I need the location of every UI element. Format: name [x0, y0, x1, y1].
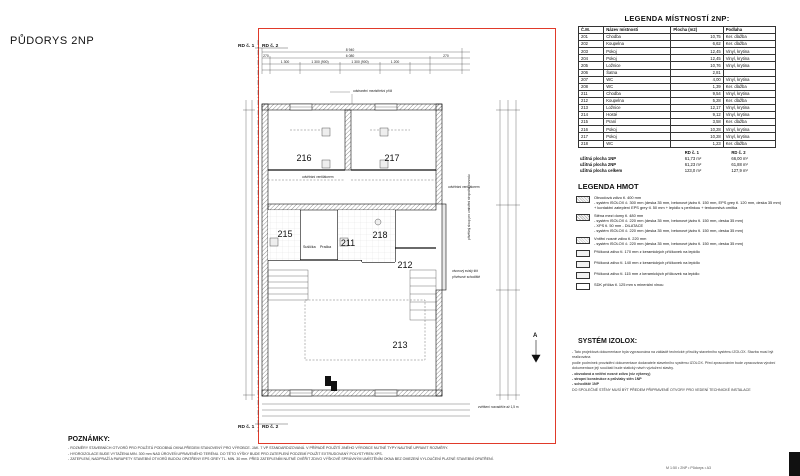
legend-room-cell: 9,12 — [671, 112, 723, 119]
legend-room-cell: Pokoj — [604, 126, 671, 133]
material-swatch — [576, 214, 590, 221]
legend-sum-cell: užitná plocha celkem — [580, 167, 623, 173]
room-label-218: 218 — [372, 230, 388, 240]
material-description — [594, 195, 781, 210]
system-line: - obvodová a vnitřní nosné zdivo (viz výkresy) — [572, 371, 651, 376]
legend-room-row — [579, 76, 776, 83]
material-line: Příčková zdivo tl. 115 mm z keramických příčkovek na lepidlo — [594, 270, 700, 276]
callout-5: otvorový svislý štít — [452, 269, 478, 273]
legend-sum-cell: 123,0 m² — [684, 167, 702, 173]
legend-room-cell: Chodba — [604, 90, 671, 97]
legend-room-cell: 215 — [579, 119, 604, 126]
legend-room-row — [579, 133, 776, 140]
legend-sums-table — [578, 150, 776, 174]
legend-room-cell: Ker. dlažba — [723, 34, 775, 41]
legend-room-cell: Vinyl, krytina — [723, 55, 775, 62]
axis-label-rd1-bottom: RD č. 1 — [238, 425, 255, 430]
system-line: DO SPOLEČNÉ STĚNY MUSÍ BÝT PŘEDEM PŘIPRAVENÉ OTVORY PRO VEDENÍ TECHNICKÉ INSTALACE — [572, 387, 751, 392]
legend-rooms-title: LEGENDA MÍSTNOSTÍ 2NP: — [624, 14, 730, 23]
legend-header-floor: Podlaha — [723, 27, 775, 34]
dim-top-3: 270 — [443, 54, 449, 58]
legend-header-area: Plocha (m2) — [671, 27, 723, 34]
legend-room-cell: 2,81 — [671, 69, 723, 76]
page-edge-mark — [789, 452, 800, 476]
legend-room-cell: Ker. dlažba — [723, 140, 775, 147]
dim-top-1: 270 — [263, 54, 269, 58]
legend-room-cell: 12,45 — [671, 48, 723, 55]
material-swatch — [576, 237, 590, 244]
dim-top-6: 1 300 (900) — [351, 60, 369, 64]
notes-text — [68, 446, 548, 463]
legend-room-cell: Vinyl, krytina — [723, 48, 775, 55]
legend-room-row — [579, 105, 776, 112]
legend-material-item — [576, 260, 788, 268]
dim-top-2: 6 080 — [345, 54, 355, 58]
material-line: - systém ISOLOX č. 220 mm (deska 35 mm, betonové jádro tl. 150 mm, deska 35 mm) — [594, 240, 744, 246]
room-label-215: 215 — [277, 229, 293, 239]
legend-room-cell: 10,28 — [671, 133, 723, 140]
dim-top-5: 1 300 (900) — [311, 60, 329, 64]
legend-room-cell: 4,00 — [671, 76, 723, 83]
legend-room-row — [579, 119, 776, 126]
legend-materials-list — [566, 195, 788, 290]
legend-room-row — [579, 55, 776, 62]
system-line: - schodiště 1NP — [572, 382, 599, 387]
legend-header-name: Název místnosti — [604, 27, 671, 34]
legend-materials-title: LEGENDA HMOT — [578, 181, 639, 191]
legend-material-item — [576, 236, 788, 246]
material-swatch — [576, 283, 590, 290]
room-label-211: 211 — [340, 238, 356, 248]
material-swatch — [576, 196, 590, 203]
legend-room-cell — [723, 69, 775, 76]
material-description — [594, 282, 663, 287]
legend-room-cell: 10,75 — [671, 34, 723, 41]
legend-room-cell: 10,28 — [671, 126, 723, 133]
legend-room-cell: 202 — [579, 41, 604, 48]
legend-room-row — [579, 34, 776, 41]
legend-room-row — [579, 83, 776, 90]
material-line: - systém ISOLOX č. 300 mm (deska 35 mm, betonové jádro tl. 150 mm, EPS grey tl. 120 mm, deska 35 mm) — [594, 199, 782, 205]
system-title: SYSTÉM IZOLOX: — [578, 338, 638, 345]
legend-room-cell: 213 — [579, 105, 604, 112]
legend-room-cell: 212 — [579, 97, 604, 104]
legend-room-cell: 205 — [579, 62, 604, 69]
legend-sum-cell: 127,9 m² — [731, 167, 748, 173]
legend-room-cell: Vinyl, krytina — [723, 90, 775, 97]
legend-room-cell: 214 — [579, 112, 604, 119]
legend-room-cell: Vinyl, krytina — [723, 105, 775, 112]
legend-room-cell: Vinyl, krytina — [723, 76, 775, 83]
system-line: dokumentace její součástí bude statický návrh výztužení stavby. — [572, 366, 674, 371]
legend-room-cell: 211 — [579, 90, 604, 97]
legend-room-cell: 12,17 — [671, 105, 723, 112]
legend-room-cell: Šatna — [604, 69, 671, 76]
legend-room-cell: Ložnice — [604, 105, 671, 112]
callout-6: přívěsové schodiště — [452, 275, 481, 279]
room-label-212: 212 — [397, 260, 413, 270]
callout-7: zvětšení rozvaděče až 1,5 m — [478, 405, 519, 409]
system-line: podle podmínek provádění dokumentace dodavatele stavebního systému IZOLOX. Před zpracováním bude zpracována výrobní — [572, 360, 776, 365]
legend-room-cell: 6,62 — [671, 41, 723, 48]
legend-sum-cell: 61,73 m² — [684, 155, 702, 161]
legend-room-row — [579, 62, 776, 69]
material-description — [594, 249, 700, 254]
legend-sum-row — [578, 168, 776, 174]
legend-sum-cell: 61,23 m² — [684, 161, 702, 167]
system-text — [572, 350, 778, 393]
material-line: - XPS tl. 50 mm - DILATACE — [594, 222, 644, 228]
legend-room-cell: 208 — [579, 83, 604, 90]
material-swatch — [576, 261, 590, 268]
legend-room-cell: 10,76 — [671, 62, 723, 69]
callout-4: přívěšný sloup pro umístění stropního rozvodu — [467, 174, 471, 240]
legend-room-cell: Vinyl, krytina — [723, 62, 775, 69]
legend-room-cell: WC — [604, 140, 671, 147]
page-title: PŮDORYS 2NP — [10, 35, 95, 47]
legend-room-cell: Hosté — [604, 112, 671, 119]
material-line: SDK příčka tl. 125 mm s minerální vlnou — [594, 281, 664, 287]
dim-top-0: 8 940 — [345, 48, 355, 52]
sum-header-rd1: RD č. 1 — [684, 149, 699, 155]
legend-room-cell: 207 — [579, 76, 604, 83]
material-line: + kontaktní zateplení EPS grey tl. 50 mm + lepidlo s perlinkou + tenkovrstvá omítka — [594, 204, 738, 210]
material-line: Vnitřní nosné zdivo tl. 220 mm — [594, 235, 647, 241]
system-line: - Tato projektová dokumentace byla vypracována na základě technické příručky stavebního systému IZOLOX. Stavba musí být realizována — [572, 350, 774, 360]
legend-room-cell: 1,39 — [671, 83, 723, 90]
legend-sum-cell: 66,00 m² — [731, 155, 748, 161]
callout-0: odstranění mezistřešní příčl — [353, 89, 393, 93]
legend-room-cell: Koupelna — [604, 97, 671, 104]
legend-room-cell: Pokoj — [604, 133, 671, 140]
legend-material-item — [576, 249, 788, 257]
material-swatch — [576, 272, 590, 279]
axis-label-rd2-top: RD č. 2 — [262, 44, 279, 49]
legend-room-row — [579, 48, 776, 55]
material-description — [594, 260, 700, 265]
legend-room-cell: Vinyl, krytina — [723, 133, 775, 140]
material-line: Stěna mezi domy tl. 480 mm — [594, 212, 644, 218]
legend-material-item — [576, 195, 788, 210]
dim-top-7: 1 200 — [390, 60, 400, 64]
legend-room-cell: Ker. dlažba — [723, 83, 775, 90]
room-label-213: 213 — [392, 340, 408, 350]
legend-room-cell: 218 — [579, 140, 604, 147]
legend-room-cell: 204 — [579, 55, 604, 62]
system-line: - stropní konstrukce a průvlaky stěn 1NP — [572, 377, 642, 382]
legend-room-cell: 12,45 — [671, 55, 723, 62]
legend-room-cell: 216 — [579, 126, 604, 133]
legend-sum-cell: užitná plocha 1NP — [580, 155, 617, 161]
notes-title: POZNÁMKY: — [68, 436, 110, 443]
legend-room-cell: WC — [604, 76, 671, 83]
legend-header-cm: Č.M. — [579, 27, 604, 34]
axis-label-rd1-top: RD č. 1 — [238, 44, 255, 49]
legend-room-cell: Vinyl, krytina — [723, 112, 775, 119]
callout-2: odvětrání ventilátorem — [448, 185, 480, 189]
legend-room-cell: Praní — [604, 119, 671, 126]
sum-header-rd2: RD č. 2 — [731, 149, 746, 155]
legend-sum-cell: užitná plocha 2NP — [580, 161, 617, 167]
room-annotation-pracka: Pračka — [320, 245, 332, 249]
legend-room-cell: Ker. dlažba — [723, 41, 775, 48]
legend-room-cell: 206 — [579, 69, 604, 76]
legend-sum-cell: 61,88 m² — [731, 161, 748, 167]
legend-material-item — [576, 213, 788, 233]
legend-room-cell: Pokoj — [604, 55, 671, 62]
legend-room-cell: 9,54 — [671, 90, 723, 97]
legend-room-cell: 5,28 — [671, 97, 723, 104]
legend-room-row — [579, 97, 776, 104]
legend-room-cell: Pokoj — [604, 48, 671, 55]
legend-room-cell: 217 — [579, 133, 604, 140]
legend-room-row — [579, 69, 776, 76]
legend-room-cell: Koupelna — [604, 41, 671, 48]
legend-room-cell: 201 — [579, 34, 604, 41]
legend-rooms-table — [578, 26, 776, 148]
legend-room-row — [579, 112, 776, 119]
legend-material-item — [576, 271, 788, 279]
legend-room-cell: 3,58 — [671, 119, 723, 126]
legend-room-cell: Chodba — [604, 34, 671, 41]
legend-room-row — [579, 126, 776, 133]
dim-top-4: 1 300 — [280, 60, 290, 64]
legend-room-row — [579, 41, 776, 48]
material-description — [594, 236, 743, 246]
footer-text: M 1:50 • 2NP • Půdorys • A3 — [666, 466, 712, 470]
room-label-216: 216 — [296, 153, 312, 163]
legend-room-cell: Vinyl, krytina — [723, 126, 775, 133]
legend-room-cell: WC — [604, 83, 671, 90]
note-line: - ROZMĚRY STAVEBNÍCH OTVORŮ PRO POUŽITÁ PODOBNÁ OKNA PŘEDEM STANOVENÝ PRO VÝROBCE. JAK. 7 VP STANDARDIZOVANÁ. V PŘÍPADĚ POUŽITÍ JINÉHO VÝROBCE NUTNÉ TYPY NAUTNÉ UPRAVIT ROZMĚRY. — [68, 446, 449, 450]
material-line: - systém ISOLOX č. 220 mm (deska 35 mm, betonové jádro tl. 150 mm, deska 35 mm) — [594, 227, 744, 233]
legend-panel — [566, 14, 788, 293]
room-label-217: 217 — [384, 153, 400, 163]
material-line: Obvodová zdivo tl. 400 mm — [594, 194, 642, 200]
section-mark: A — [533, 333, 538, 339]
legend-room-cell: Ker. dlažba — [723, 119, 775, 126]
material-line: Příčková zdivo tl. 170 mm z keramických příčkovek na lepidlo — [594, 248, 700, 254]
material-line: Příčková zdivo tl. 140 mm z keramických příčkovek na lepidlo — [594, 259, 700, 265]
legend-material-item — [576, 282, 788, 290]
note-line: - ZATEPLENÍ, NADPRAŽÍ A PARAPETY STAVEBNÍ OTVORŮ BUDOU OPATŘENY EPS GREY TL. MIN. 30 mm. PŘED ZATEPLENÍM NUTNÉ OVĚŘIT ZDIVO VÝŠKOVĚ SPRÁVNÝM UMÍSTĚNÍM OKNA BEZ OMEZENÍ VYLOUČENÍ PLATNÉ STAVEBNÍ OPATŘENÍ. — [68, 457, 494, 461]
legend-room-row — [579, 140, 776, 147]
material-line: - systém ISOLOX č. 220 mm (deska 35 mm, betonové jádro tl. 150 mm, deska 35 mm) — [594, 217, 744, 223]
callout-1: odvětrání ventilátorem — [302, 175, 334, 179]
legend-room-cell: 203 — [579, 48, 604, 55]
material-description — [594, 213, 743, 233]
room-annotation-susicka: Sušička — [303, 245, 316, 249]
material-swatch — [576, 250, 590, 257]
axis-label-rd2-bottom: RD č. 2 — [262, 425, 279, 430]
material-description — [594, 271, 699, 276]
note-line: - HYDROIZOLACE BUDE VYTAŽENA MIN. 300 mm NAD ÚROVEŇ UPRAVENÉHO TERÉNU. DO TÉTO VÝŠKY BUDE PRO ZATEPLENÍ PODZEMÍ POUŽIT EXTRUDOVANÝ POLYSTYREN XPS. — [68, 451, 383, 456]
legend-room-cell: Ker. dlažba — [723, 97, 775, 104]
legend-room-row — [579, 90, 776, 97]
legend-room-cell: 1,23 — [671, 140, 723, 147]
legend-room-cell: Ložnice — [604, 62, 671, 69]
